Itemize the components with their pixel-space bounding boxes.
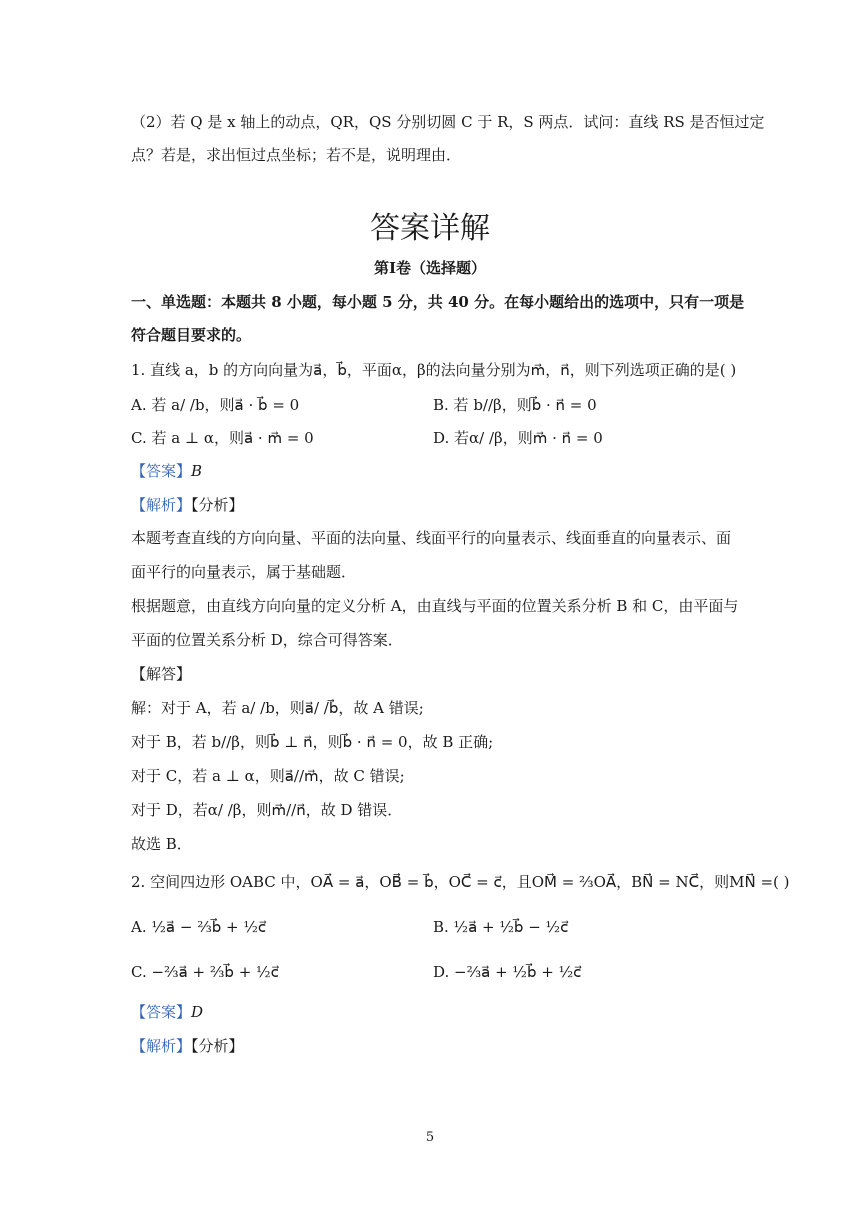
answer-title: 答案详解 (370, 211, 490, 246)
question-2-part-2-line-1: （2）若 Q 是 x 轴上的动点，QR，QS 分别切圆 C 于 R，S 两点．试问：直线 RS 是否恒过定 (131, 113, 765, 131)
q1-solution-label: 【解答】 (131, 665, 192, 683)
q2-answer-value: D (191, 1003, 204, 1021)
q2-option-a: A. ½a⃗ − ⅔b⃗ + ½c⃗ (131, 918, 267, 936)
q2-option-c: C. −⅔a⃗ + ⅔b⃗ + ½c⃗ (131, 963, 279, 981)
section-heading-line-2: 符合题目要求的。 (131, 326, 252, 344)
analysis-tag: 【解析】 (131, 1037, 192, 1055)
q2-stem: 2. 空间四边形 OABC 中，OA⃗ = a⃗，OB⃗ = b⃗，OC⃗ = c⃗，且OM⃗ = ⅔OA⃗，BN⃗ = NC⃗，则MN⃗ =( ) (131, 873, 790, 891)
question-2-part-2-line-2: 点？若是，求出恒过点坐标；若不是，说明理由． (131, 146, 462, 164)
analysis-label: 【分析】 (191, 1037, 244, 1055)
analysis-label: 【分析】 (191, 496, 244, 514)
q1-solution-line-1: 解：对于 A，若 a/ /b，则a⃗/ /b⃗，故 A 错误; (131, 699, 424, 717)
q1-option-c: C. 若 a ⊥ α，则a⃗ · m⃗ = 0 (131, 429, 314, 447)
q1-option-a: A. 若 a/ /b，则a⃗ · b⃗ = 0 (131, 396, 300, 414)
q2-option-b: B. ½a⃗ + ½b⃗ − ½c⃗ (433, 918, 569, 936)
analysis-tag: 【解析】 (131, 496, 192, 514)
q1-solution-line-4: 对于 D，若α/ /β，则m⃗//n⃗，故 D 错误． (131, 801, 403, 819)
q1-option-d: D. 若α/ /β，则m⃗ · n⃗ = 0 (433, 429, 603, 447)
q1-answer-line (131, 461, 731, 481)
q1-analysis-p1-line-1: 本题考查直线的方向向量、平面的法向量、线面平行的向量表示、线面垂直的向量表示、面 (131, 529, 732, 547)
answer-tag: 【答案】 (131, 1003, 192, 1021)
q2-answer-line (131, 1002, 731, 1022)
q1-analysis-p2-line-1: 根据题意，由直线方向向量的定义分析 A，由直线与平面的位置关系分析 B 和 C，由平面与 (131, 597, 739, 615)
q1-solution-line-3: 对于 C，若 a ⊥ α，则a⃗//m⃗，故 C 错误; (131, 767, 405, 785)
answer-tag: 【答案】 (131, 462, 192, 480)
q1-analysis-p1-line-2: 面平行的向量表示，属于基础题． (131, 563, 357, 581)
q1-analysis-line (131, 495, 731, 515)
page-number: 5 (425, 1130, 435, 1145)
q1-stem: 1. 直线 a，b 的方向向量为a⃗，b⃗，平面α，β的法向量分别为m⃗，n⃗，则下列选项正确的是( ) (131, 361, 737, 379)
q1-option-b: B. 若 b//β，则b⃗ · n⃗ = 0 (433, 396, 597, 414)
q2-option-d: D. −⅔a⃗ + ½b⃗ + ½c⃗ (433, 963, 582, 981)
section-heading-line-1: 一、单选题：本题共 8 小题，每小题 5 分，共 40 分。在每小题给出的选项中，只有一项是 (131, 293, 745, 311)
q2-analysis-line (131, 1036, 731, 1056)
volume-title: 第Ⅰ卷（选择题） (373, 259, 487, 277)
q1-analysis-p2-line-2: 平面的位置关系分析 D，综合可得答案． (131, 631, 403, 649)
q1-answer-value: B (191, 462, 203, 480)
q1-solution-line-5: 故选 B． (131, 835, 192, 853)
q1-solution-line-2: 对于 B，若 b//β，则b⃗ ⊥ n⃗，则b⃗ · n⃗ = 0，故 B 正确; (131, 733, 494, 751)
